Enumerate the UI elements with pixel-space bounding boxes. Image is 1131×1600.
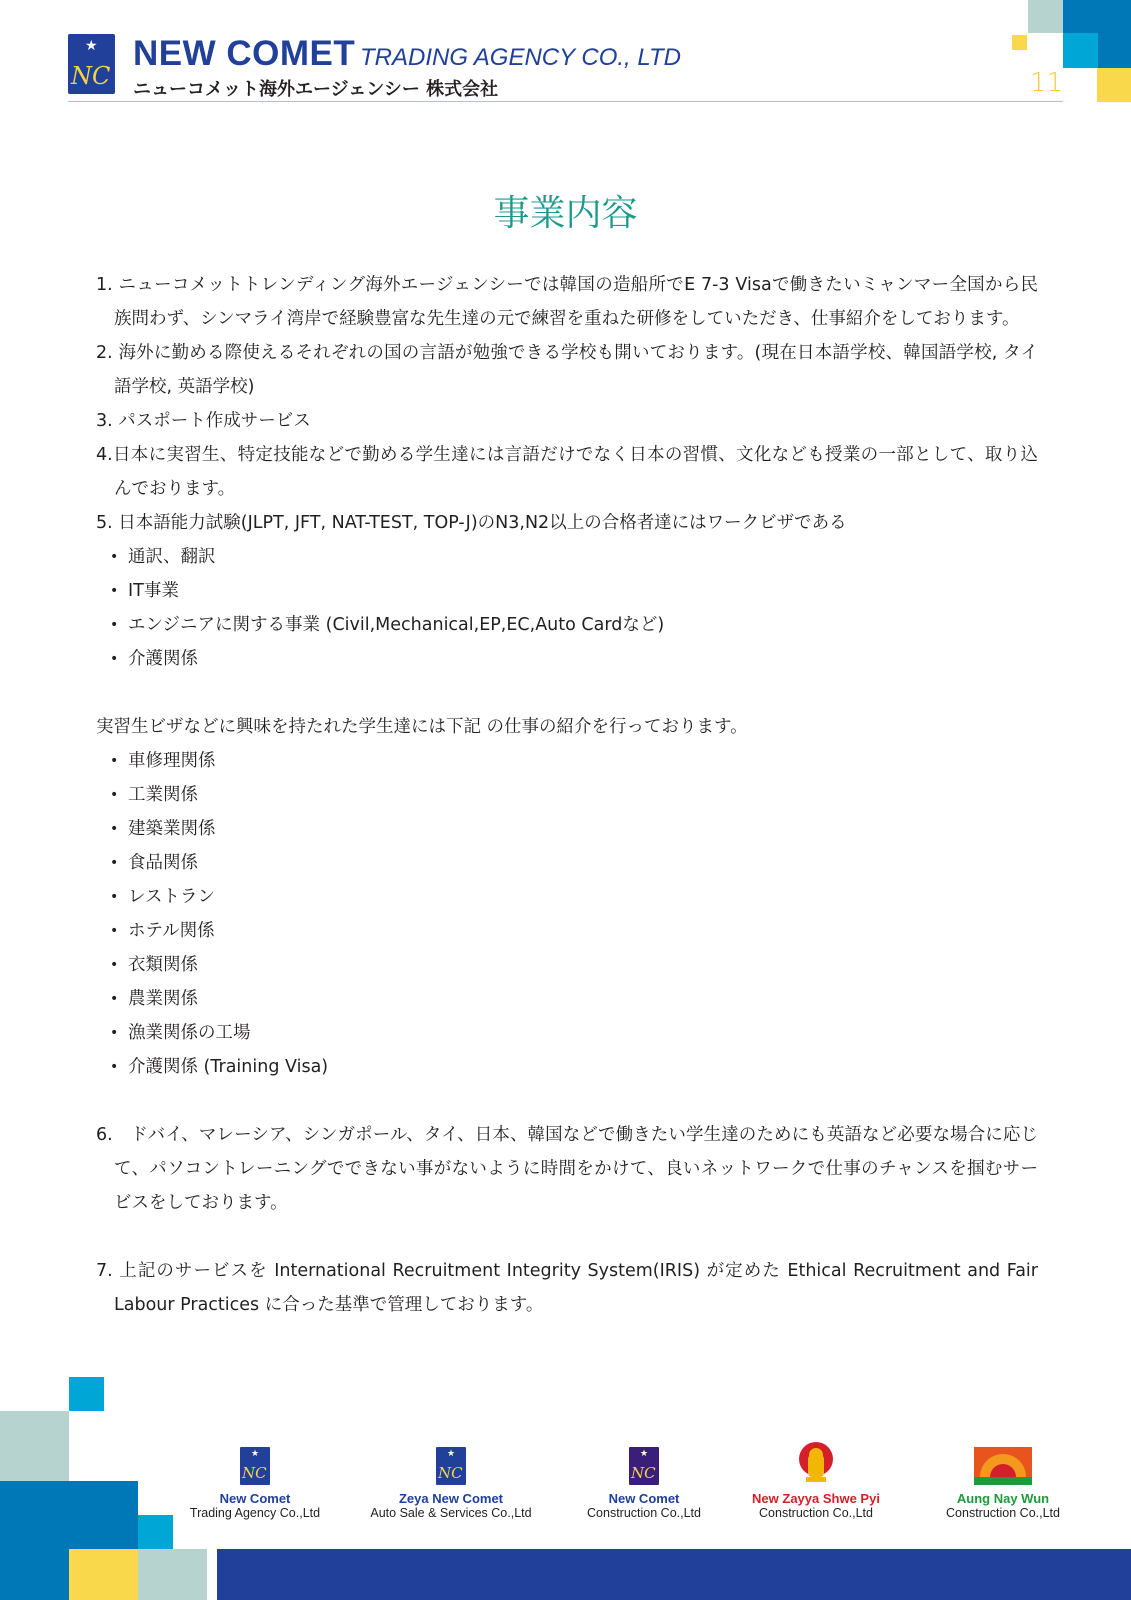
list-item: • 漁業関係の工場 bbox=[96, 1016, 1038, 1050]
spacer bbox=[96, 1220, 1038, 1254]
footer-logo-zeya-new-comet bbox=[366, 1447, 536, 1521]
company-name: Aung Nay Wun bbox=[956, 1491, 1050, 1506]
deco-square bbox=[1012, 35, 1027, 50]
sunrise-icon bbox=[974, 1447, 1032, 1485]
spacer bbox=[96, 676, 1038, 710]
trainee-job-list bbox=[96, 744, 1038, 1084]
list-item: • 農業関係 bbox=[96, 982, 1038, 1016]
company-subtitle: Construction Co.,Ltd bbox=[587, 1506, 701, 1520]
list-item: • 工業関係 bbox=[96, 778, 1038, 812]
deco-square bbox=[138, 1515, 173, 1549]
brand-japanese-name: ニューコメット海外エージェンシー 株式会社 bbox=[133, 79, 499, 100]
work-visa-list bbox=[96, 540, 1038, 676]
company-subtitle: Construction Co.,Ltd bbox=[759, 1506, 873, 1520]
trainee-intro: 実習生ビザなどに興味を持たれた学生達には下記 の仕事の紹介を行っております。 bbox=[96, 717, 748, 737]
list-item: • 衣類関係 bbox=[96, 948, 1038, 982]
page-title: 事業内容 bbox=[493, 193, 638, 234]
company-name: New Zayya Shwe Pyi bbox=[752, 1491, 880, 1506]
deco-square bbox=[69, 1549, 138, 1600]
company-subtitle: Auto Sale & Services Co.,Ltd bbox=[370, 1506, 532, 1520]
header-divider bbox=[68, 101, 1063, 102]
list-item: • 介護関係 (Training Visa) bbox=[96, 1050, 1038, 1084]
company-name: Zeya New Comet bbox=[398, 1491, 504, 1506]
list-item: • レストラン bbox=[96, 880, 1038, 914]
list-item: • 建築業関係 bbox=[96, 812, 1038, 846]
item-4: 4.日本に実習生、特定技能などで勤める学生達には言語だけでなく日本の習慣、文化なども授業の一部として、取り込んでおります。 bbox=[96, 445, 1038, 499]
item-7: 7. 上記のサービスを International Recruitment Integrity System(IRIS) が定めた Ethical Recruitment and Fair Labour Practices に合った基準で管理しております。 bbox=[96, 1261, 1038, 1315]
lion-emblem-icon bbox=[796, 1441, 836, 1485]
list-item: • 介護関係 bbox=[96, 642, 1038, 676]
nc-logo-icon: ★ NC bbox=[629, 1447, 659, 1485]
list-item: • 通訳、翻訳 bbox=[96, 540, 1038, 574]
list-item: • ホテル関係 bbox=[96, 914, 1038, 948]
deco-square bbox=[69, 1377, 104, 1411]
item-1: 1. ニューコメットトレンディング海外エージェンシーでは韓国の造船所でE 7-3 Visaで働きたいミャンマー全国から民族問わず、シンマライ湾岸で経験豊富な先生達の元で練習を重ねた研修をしていただき、仕事紹介をしております。 bbox=[96, 275, 1038, 329]
company-logo bbox=[68, 34, 115, 94]
nc-logo-icon: ★ NC bbox=[436, 1447, 466, 1485]
business-content bbox=[96, 268, 1038, 1322]
deco-square bbox=[1097, 68, 1131, 102]
deco-square bbox=[138, 1549, 207, 1600]
page-number: 11 bbox=[1030, 68, 1064, 98]
star-icon: ★ bbox=[85, 38, 98, 54]
item-2: 2. 海外に勤める際使えるそれぞれの国の言語が勉強できる学校も開いております。(現在日本語学校、韓国語学校, タイ語学校, 英語学校) bbox=[96, 343, 1038, 397]
company-subtitle: Construction Co.,Ltd bbox=[946, 1506, 1060, 1520]
item-5: 5. 日本語能力試験(JLPT, JFT, NAT-TEST, TOP-J)のN3,N2以上の合格者達にはワークビザである bbox=[96, 513, 847, 533]
item-6: 6. ドバイ、マレーシア、シンガポール、タイ、日本、韓国などで働きたい学生達のためにも英語など必要な場合に応じて、パソコントレーニングでできない事がないように時間をかけて、良いネットワークで仕事のチャンスを掴むサービスをしております。 bbox=[96, 1125, 1038, 1213]
list-item: • エンジニアに関する事業 (Civil,Mechanical,EP,EC,Auto Cardなど) bbox=[96, 608, 1038, 642]
footer-logo-new-zayya-shwe-pyi bbox=[731, 1441, 901, 1521]
footer-logo-new-comet-construction bbox=[559, 1447, 729, 1521]
footer-logo-new-comet-trading bbox=[170, 1447, 340, 1521]
nc-logo-icon: ★ NC bbox=[240, 1447, 270, 1485]
footer-bar bbox=[217, 1549, 1131, 1600]
brand-subtitle: TRADING AGENCY CO., LTD bbox=[360, 44, 681, 71]
logo-letters: NC bbox=[71, 62, 111, 90]
deco-square bbox=[0, 1411, 69, 1481]
spacer bbox=[96, 1084, 1038, 1118]
company-subtitle: Trading Agency Co.,Ltd bbox=[189, 1506, 321, 1520]
item-3: 3. パスポート作成サービス bbox=[96, 411, 311, 431]
deco-square bbox=[1063, 33, 1098, 68]
footer-logo-aung-nay-wun bbox=[918, 1447, 1088, 1521]
brand-name: NEW COMET bbox=[133, 34, 356, 73]
list-item: • 食品関係 bbox=[96, 846, 1038, 880]
company-name: New Comet bbox=[608, 1491, 680, 1506]
list-item: • 車修理関係 bbox=[96, 744, 1038, 778]
company-name: New Comet bbox=[219, 1491, 291, 1506]
list-item: • IT事業 bbox=[96, 574, 1038, 608]
deco-square bbox=[1028, 0, 1063, 33]
